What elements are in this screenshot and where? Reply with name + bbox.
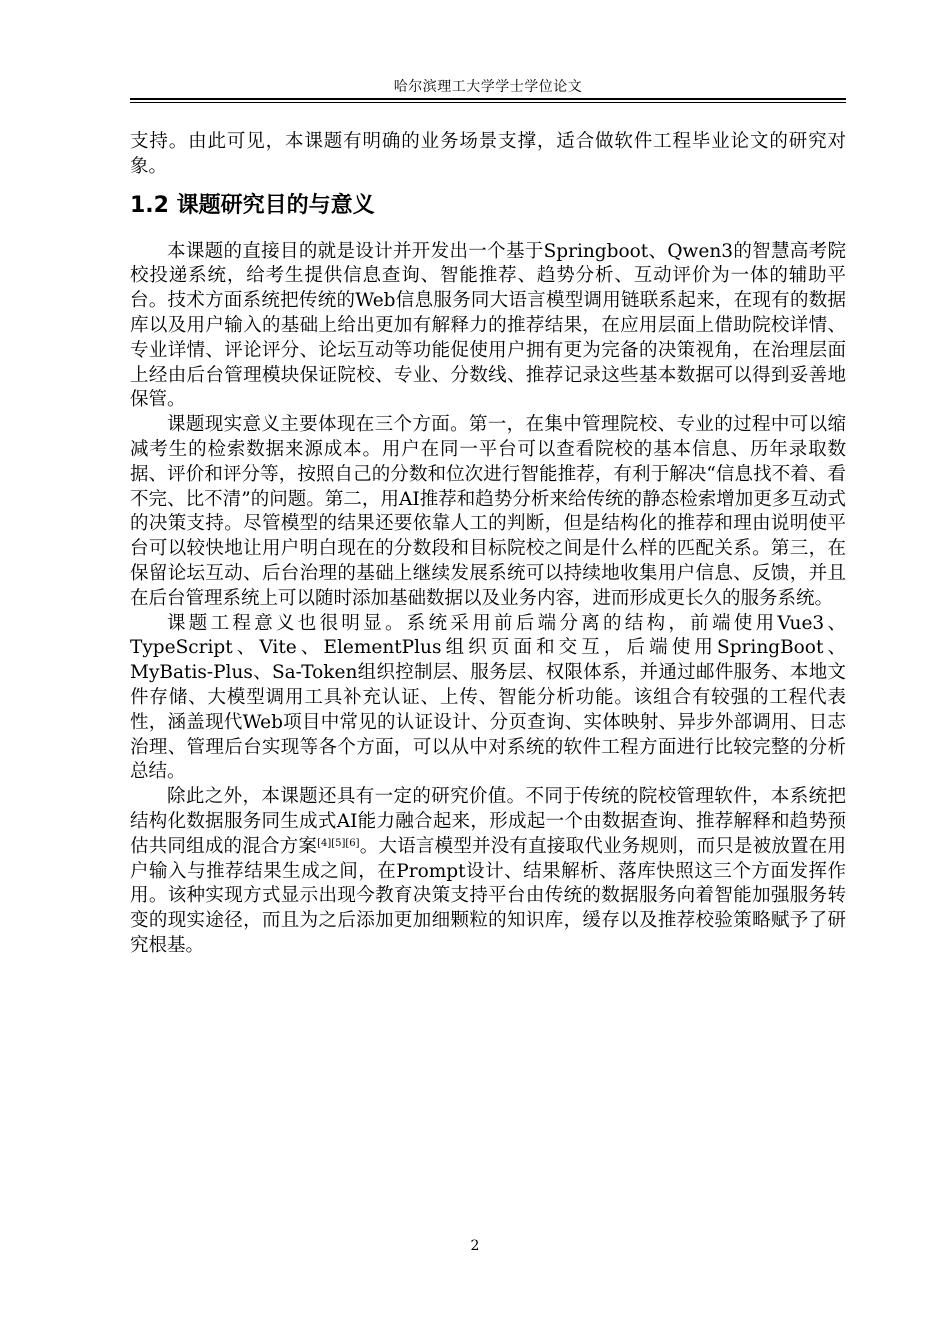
- page-number: 2: [470, 1238, 480, 1254]
- paragraph-purpose: 本课题的直接目的就是设计并开发出一个基于Springboot、Qwen3的智慧高考院校投递系统，给考生提供信息查询、智能推荐、趋势分析、互动评价为一体的辅助平台。技术方面系统把传统的Web信息服务同大语言模型调用链联系起来，在现有的数据库以及用户输入的基础上给出更加有解释力的推荐结果，在应用层面上借助院校详情、专业详情、评论评分、论坛互动等功能促使用户拥有更为完备的决策视角，在治理层面上经由后台管理模块保证院校、专业、分数线、推荐记录这些基本数据可以得到妥善地保管。: [130, 240, 846, 411]
- section-heading: 1.2 课题研究目的与意义: [130, 192, 375, 218]
- citation-superscript: [4][5][6]: [317, 837, 360, 849]
- header-rule-thin: [130, 102, 846, 103]
- paragraph-practical-significance: 课题现实意义主要体现在三个方面。第一，在集中管理院校、专业的过程中可以缩减考生的检索数据来源成本。用户在同一平台可以查看院校的基本信息、历年录取数据、评价和评分等，按照自己的分数和位次进行智能推荐，有利于解决“信息找不着、看不完、比不清”的问题。第二，用AI推荐和趋势分析来给传统的静态检索增加更多互动式的决策支持。尽管模型的结果还要依靠人工的判断，但是结构化的推荐和理由说明使平台可以较快地让用户明白现在的分数段和目标院校之间是什么样的匹配关系。第三，在保留论坛互动、后台治理的基础上继续发展系统可以持续地收集用户信息、反馈，并且在后台管理系统上可以随时添加基础数据以及业务内容，进而形成更长久的服务系统。: [130, 414, 846, 609]
- header-rule-thick: [130, 98, 846, 100]
- paragraph-engineering-significance: 课题工程意义也很明显。系统采用前后端分离的结构，前端使用Vue3、TypeScript、Vite、ElementPlus组织页面和交互，后端使用SpringBoot、MyBatis-Plus、Sa-Token组织控制层、服务层、权限体系，并通过邮件服务、本地文件存储、大模型调用工具补充认证、上传、智能分析功能。该组合有较强的工程代表性，涵盖现代Web项目中常见的认证设计、分页查询、实体映射、异步外部调用、日志治理、管理后台实现等各个方面，可以从中对系统的软件工程方面进行比较完整的分析总结。: [130, 612, 846, 783]
- paragraph-research-value: [130, 785, 846, 959]
- running-header: 哈尔滨理工大学学士学位论文: [393, 79, 583, 95]
- continuation-paragraph: 支持。由此可见，本课题有明确的业务场景支撑，适合做软件工程毕业论文的研究对象。: [130, 131, 846, 177]
- research-value-text-a: 除此之外，本课题还具有一定的研究价值。不同于传统的院校管理软件，本系统把结构化数据服务同生成式AI能力融合起来，形成起一个由数据查询、推荐解释和趋势预估共同组成的混合方案: [130, 786, 846, 857]
- research-value-text-b: 。大语言模型并没有直接取代业务规则，而只是被放置在用户输入与推荐结果生成之间，在Prompt设计、结果解析、落库快照这三个方面发挥作用。该种实现方式显示出现今教育决策支持平台由传统的数据服务向着智能加强服务转变的现实途径，而且为之后添加更加细颗粒的知识库，缓存以及推荐校验策略赋予了研究根基。: [130, 835, 846, 956]
- page-body: [130, 130, 846, 959]
